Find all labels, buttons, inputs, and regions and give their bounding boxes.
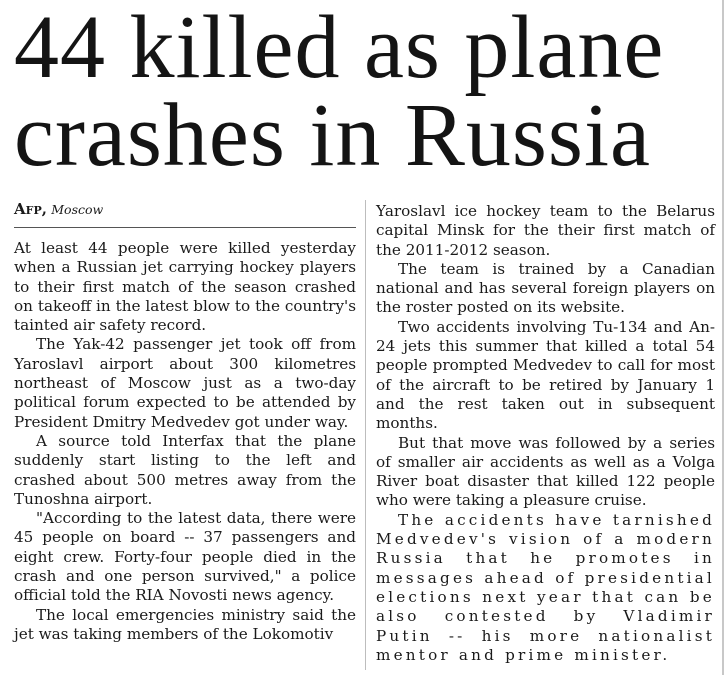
headline-line-1: 44 killed as plane	[14, 0, 665, 97]
paragraph: Yaroslavl ice hockey team to the Belarus capital Minsk for the their first match of the 2011-2012 season.	[376, 202, 715, 259]
headline-line-2: crashes in Russia	[14, 86, 651, 185]
page-edge	[722, 0, 724, 675]
paragraph: Two accidents involving Tu-134 and An-24 jets this summer that killed a total 54 people prompted Medvedev to call for most of the aircraft to be retired by January 1 and the rest taken out in subsequent months.	[376, 317, 715, 433]
paragraph: The Yak-42 passenger jet took off from Yaroslavl airport about 300 kilometres northeast of Moscow just as a two-day political forum expected to be attended by President Dmitry Medvedev got under way.	[14, 335, 356, 431]
column-divider	[365, 200, 366, 670]
byline-agency: Afp,	[14, 200, 47, 218]
paragraph: "According to the latest data, there were 45 people on board -- 37 passengers and eight crew. Forty-four people died in the crash and one person survived," a police official told the RIA Novosti news agency.	[14, 509, 356, 605]
paragraph: A source told Interfax that the plane suddenly start listing to the left and crashed about 500 metres away from the Tunoshna airport.	[14, 431, 356, 508]
article-column-left	[14, 200, 356, 644]
headline	[14, 0, 719, 185]
paragraph: The local emergencies ministry said the jet was taking members of the Lokomotiv	[14, 605, 356, 643]
paragraph: But that move was followed by a series of smaller air accidents as well as a Volga River boat disaster that killed 122 people who were taking a pleasure cruise.	[376, 433, 715, 510]
byline-city: Moscow	[51, 202, 104, 217]
article-column-right	[376, 202, 715, 665]
byline	[14, 200, 356, 228]
paragraph: The accidents have tarnished Medvedev's vision of a modern Russia that he promotes in messages ahead of presidential elections next year that can be also contested by Vladimir Putin -- his more nationalist mentor and prime minister.	[376, 510, 715, 664]
paragraph: The team is trained by a Canadian national and has several foreign players on the roster posted on its website.	[376, 259, 715, 317]
paragraph: At least 44 people were killed yesterday when a Russian jet carrying hockey players to their first match of the season crashed on takeoff in the latest blow to the country's tainted air safety record.	[14, 239, 356, 335]
